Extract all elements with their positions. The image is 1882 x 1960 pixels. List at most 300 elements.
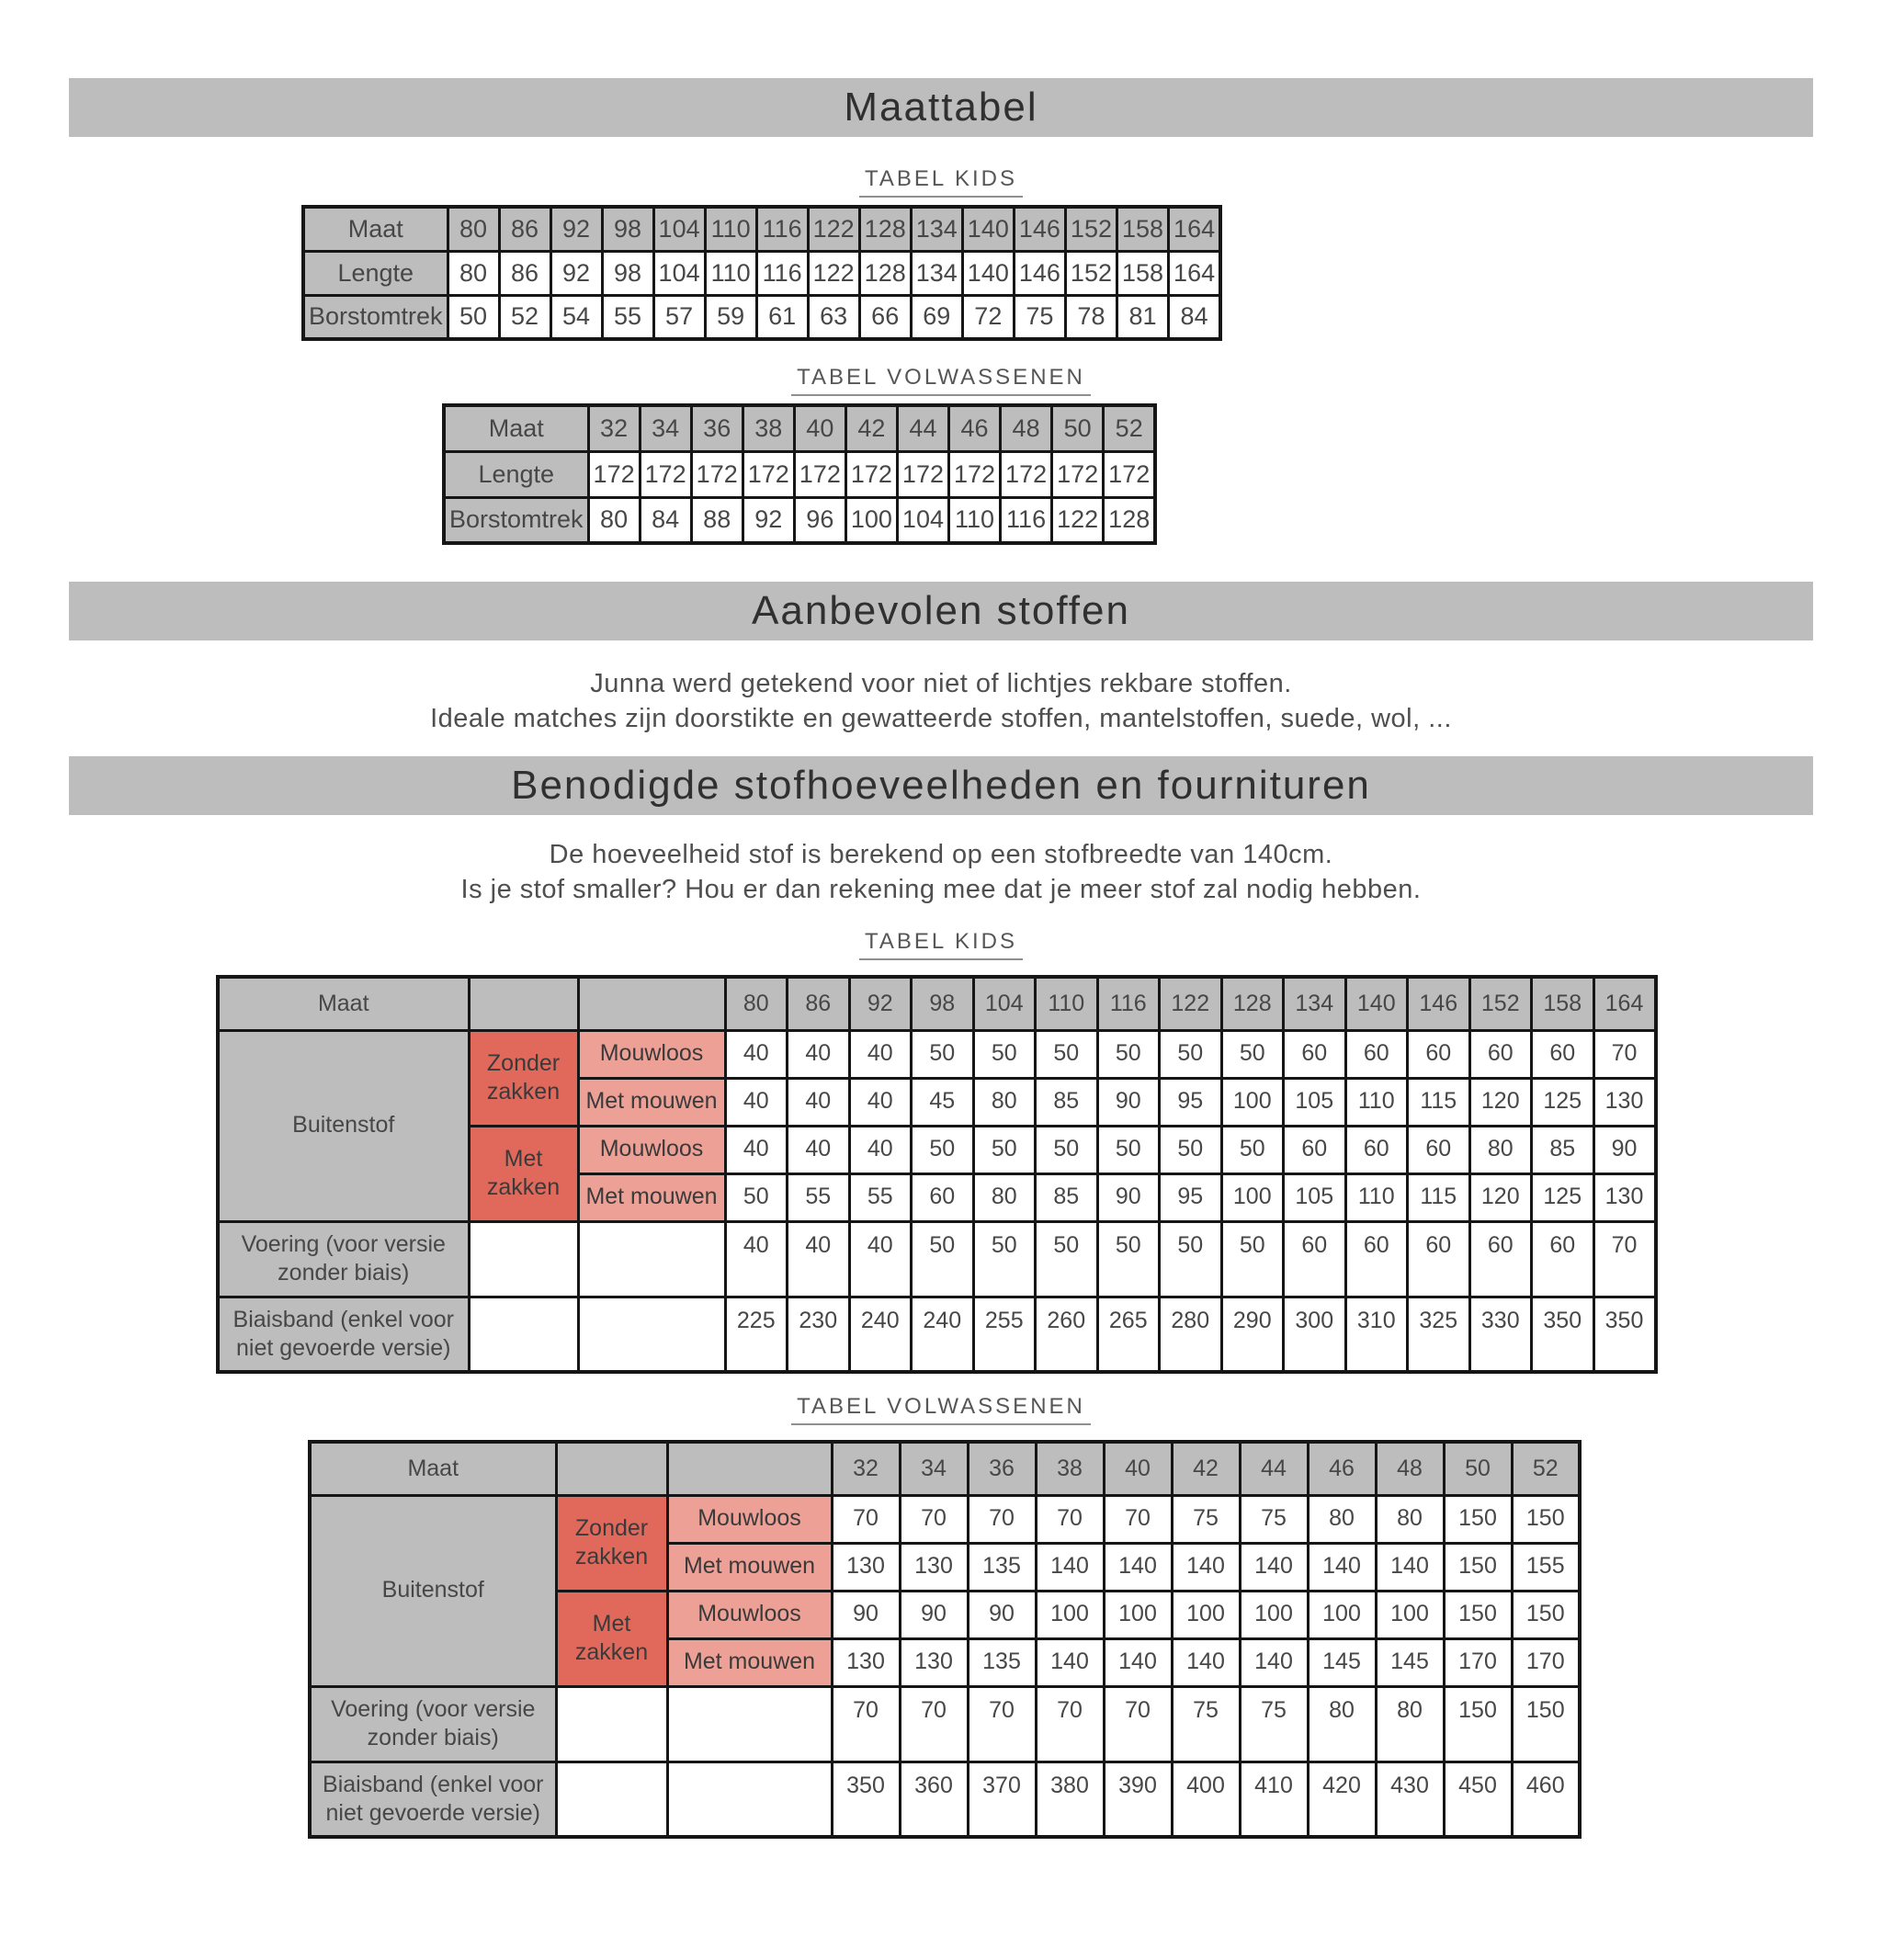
fabric-value-cell: 110	[1345, 1078, 1408, 1126]
fabric-value-cell: 60	[1345, 1126, 1408, 1173]
size-value-cell: 122	[1052, 497, 1104, 543]
fabric-value-cell: 50	[973, 1126, 1036, 1173]
fabric-value-cell: 55	[788, 1173, 850, 1221]
fabric-value-cell: 330	[1469, 1297, 1532, 1372]
section-title-maattabel: Maattabel	[844, 85, 1038, 130]
fabric-value-cell: 60	[1284, 1030, 1346, 1078]
size-header-cell: 122	[808, 207, 859, 251]
size-header-cell: 46	[1308, 1442, 1376, 1495]
size-header-cell: 104	[653, 207, 705, 251]
fabric-value-cell: 400	[1172, 1762, 1240, 1837]
size-value-cell: 164	[1169, 251, 1221, 295]
fabric-value-cell: 105	[1284, 1173, 1346, 1221]
size-header-cell: 122	[1160, 977, 1222, 1030]
section-header-benodigde-stofhoeveelheden	[69, 756, 1813, 815]
size-header-cell: 80	[448, 207, 499, 251]
size-header-cell: 52	[1104, 405, 1156, 451]
size-header-cell: 44	[1240, 1442, 1308, 1495]
row-label: Maat	[303, 207, 448, 251]
size-header-cell: 38	[743, 405, 794, 451]
size-header-cell: 46	[948, 405, 1000, 451]
fabric-value-cell: 150	[1512, 1686, 1580, 1762]
fabric-value-cell: 50	[1097, 1126, 1160, 1173]
fabric-value-cell: 150	[1512, 1591, 1580, 1638]
size-value-cell: 128	[1104, 497, 1156, 543]
fabric-value-cell: 60	[912, 1173, 974, 1221]
fabric-value-cell: 100	[1104, 1591, 1172, 1638]
fabric-value-cell: 255	[973, 1297, 1036, 1372]
adults-size-table	[442, 403, 1157, 545]
fabric-value-cell: 150	[1444, 1495, 1512, 1543]
size-value-cell: 63	[808, 295, 859, 339]
fabric-value-cell: 130	[900, 1638, 968, 1686]
fabric-value-cell: 300	[1284, 1297, 1346, 1372]
table-row	[303, 251, 1220, 295]
fabric-value-cell: 50	[1221, 1221, 1284, 1297]
fabric-value-cell: 90	[1593, 1126, 1656, 1173]
fabric-value-cell: 40	[849, 1078, 912, 1126]
size-value-cell: 52	[499, 295, 550, 339]
size-value-cell: 104	[653, 251, 705, 295]
size-header-cell: 40	[1104, 1442, 1172, 1495]
size-header-cell: 110	[705, 207, 756, 251]
fabric-value-cell: 130	[900, 1543, 968, 1591]
met-mouwen-label: Met mouwen	[667, 1543, 832, 1591]
zonder-zakken-label: Zonder zakken	[469, 1030, 578, 1126]
met-mouwen-label: Met mouwen	[578, 1173, 725, 1221]
fabric-value-cell: 130	[1593, 1173, 1656, 1221]
fabric-value-cell: 70	[1593, 1221, 1656, 1297]
fabric-value-cell: 60	[1408, 1126, 1470, 1173]
fabric-value-cell: 85	[1036, 1173, 1098, 1221]
buitenstof-label: Buitenstof	[218, 1030, 469, 1221]
size-header-cell: 164	[1593, 977, 1656, 1030]
fabric-value-cell: 75	[1172, 1686, 1240, 1762]
table-row	[444, 497, 1155, 543]
size-header-cell: 158	[1532, 977, 1594, 1030]
fabric-value-cell: 40	[725, 1126, 788, 1173]
fabric-value-cell: 40	[725, 1221, 788, 1297]
size-value-cell: 110	[705, 251, 756, 295]
fabric-value-cell: 350	[832, 1762, 900, 1837]
size-value-cell: 80	[448, 251, 499, 295]
section-header-aanbevolen-stoffen	[69, 582, 1813, 640]
size-value-cell: 140	[962, 251, 1014, 295]
fabric-value-cell: 60	[1532, 1221, 1594, 1297]
adults-fabric-table-heading: TABEL VOLWASSENEN	[791, 1394, 1091, 1425]
kids-fabric-heading-wrap	[0, 929, 1882, 960]
size-header-cell: 80	[725, 977, 788, 1030]
section-title-benodigde-stofhoeveelheden: Benodigde stofhoeveelheden en fournituren	[511, 763, 1371, 808]
fabric-value-cell: 140	[1104, 1543, 1172, 1591]
row-label: Lengte	[303, 251, 448, 295]
fabric-value-cell: 50	[1221, 1126, 1284, 1173]
fabric-value-cell: 50	[1036, 1221, 1098, 1297]
fabric-value-cell: 90	[1097, 1173, 1160, 1221]
adults-fabric-heading-wrap	[0, 1394, 1882, 1425]
size-header-cell: 98	[602, 207, 653, 251]
fabric-value-cell: 120	[1469, 1078, 1532, 1126]
kids-fabric-table-heading: TABEL KIDS	[859, 929, 1023, 960]
fabric-value-cell: 240	[849, 1297, 912, 1372]
fabric-value-cell: 140	[1240, 1543, 1308, 1591]
fabric-value-cell: 85	[1036, 1078, 1098, 1126]
empty-header-cell	[667, 1442, 832, 1495]
fabric-value-cell: 70	[1036, 1495, 1104, 1543]
fabric-value-cell: 70	[1104, 1686, 1172, 1762]
fabric-value-cell: 390	[1104, 1762, 1172, 1837]
met-mouwen-label: Met mouwen	[667, 1638, 832, 1686]
fabric-value-cell: 265	[1097, 1297, 1160, 1372]
empty-cell	[667, 1686, 832, 1762]
voering-label: Voering (voor versie zonder biais)	[218, 1221, 469, 1297]
size-value-cell: 172	[588, 451, 640, 497]
size-value-cell: 54	[550, 295, 602, 339]
fabric-value-cell: 380	[1036, 1762, 1104, 1837]
size-value-cell: 110	[948, 497, 1000, 543]
biaisband-label: Biaisband (enkel voor niet gevoerde versie)	[310, 1762, 556, 1837]
size-header-cell: 38	[1036, 1442, 1104, 1495]
row-label: Borstomtrek	[444, 497, 588, 543]
fabric-value-cell: 125	[1532, 1173, 1594, 1221]
met-zakken-label: Met zakken	[469, 1126, 578, 1221]
size-header-cell: 104	[973, 977, 1036, 1030]
size-value-cell: 116	[756, 251, 808, 295]
fabric-value-cell: 145	[1308, 1638, 1376, 1686]
fabric-value-cell: 170	[1512, 1638, 1580, 1686]
fabric-value-cell: 50	[973, 1221, 1036, 1297]
size-value-cell: 172	[794, 451, 845, 497]
table-row	[444, 451, 1155, 497]
empty-cell	[469, 1221, 578, 1297]
empty-cell	[667, 1762, 832, 1837]
fabric-value-cell: 85	[1532, 1126, 1594, 1173]
size-value-cell: 75	[1014, 295, 1065, 339]
size-value-cell: 172	[897, 451, 948, 497]
fabric-value-cell: 95	[1160, 1078, 1222, 1126]
fabric-value-cell: 70	[968, 1686, 1036, 1762]
fabric-value-cell: 225	[725, 1297, 788, 1372]
zonder-zakken-label: Zonder zakken	[556, 1495, 667, 1591]
fabric-value-cell: 40	[849, 1221, 912, 1297]
size-header-cell: 146	[1014, 207, 1065, 251]
size-value-cell: 78	[1065, 295, 1117, 339]
size-value-cell: 172	[743, 451, 794, 497]
fabric-value-cell: 70	[832, 1686, 900, 1762]
fabric-value-cell: 140	[1308, 1543, 1376, 1591]
size-value-cell: 66	[859, 295, 911, 339]
size-header-cell: 152	[1469, 977, 1532, 1030]
size-header-cell: 48	[1001, 405, 1052, 451]
fabric-value-cell: 135	[968, 1543, 1036, 1591]
fabric-value-cell: 140	[1172, 1543, 1240, 1591]
size-header-cell: 110	[1036, 977, 1098, 1030]
size-value-cell: 152	[1065, 251, 1117, 295]
fabric-value-cell: 50	[1160, 1030, 1222, 1078]
size-value-cell: 69	[911, 295, 962, 339]
fabric-value-cell: 90	[832, 1591, 900, 1638]
size-value-cell: 104	[897, 497, 948, 543]
table-row	[310, 1495, 1580, 1543]
size-header-cell: 128	[1221, 977, 1284, 1030]
size-header-cell: 116	[1097, 977, 1160, 1030]
fabric-value-cell: 60	[1469, 1221, 1532, 1297]
size-header-cell: 116	[756, 207, 808, 251]
table-row	[310, 1442, 1580, 1495]
fabric-value-cell: 50	[1036, 1030, 1098, 1078]
fabric-value-cell: 230	[788, 1297, 850, 1372]
fabric-value-cell: 60	[1408, 1221, 1470, 1297]
size-value-cell: 172	[1104, 451, 1156, 497]
fabric-value-cell: 150	[1444, 1591, 1512, 1638]
fabric-value-cell: 60	[1345, 1221, 1408, 1297]
fabric-value-cell: 115	[1408, 1078, 1470, 1126]
size-value-cell: 80	[588, 497, 640, 543]
adults-size-table-heading: TABEL VOLWASSENEN	[791, 365, 1091, 396]
fabric-value-cell: 80	[973, 1078, 1036, 1126]
fabric-value-cell: 125	[1532, 1078, 1594, 1126]
mouwloos-label: Mouwloos	[578, 1030, 725, 1078]
size-value-cell: 134	[911, 251, 962, 295]
size-value-cell: 86	[499, 251, 550, 295]
fabric-value-cell: 155	[1512, 1543, 1580, 1591]
fabric-value-cell: 60	[1469, 1030, 1532, 1078]
size-header-cell: 34	[640, 405, 691, 451]
fabric-value-cell: 80	[1308, 1495, 1376, 1543]
fabric-value-cell: 40	[788, 1221, 850, 1297]
size-value-cell: 50	[448, 295, 499, 339]
table-row	[218, 977, 1656, 1030]
sewing-pattern-document-page	[0, 78, 1882, 1960]
fabric-value-cell: 70	[1036, 1686, 1104, 1762]
fabric-value-cell: 50	[912, 1030, 974, 1078]
fabric-value-cell: 40	[849, 1030, 912, 1078]
fabric-value-cell: 60	[1408, 1030, 1470, 1078]
fabric-value-cell: 140	[1104, 1638, 1172, 1686]
fabric-value-cell: 40	[788, 1078, 850, 1126]
size-value-cell: 172	[1001, 451, 1052, 497]
maat-label: Maat	[218, 977, 469, 1030]
maat-label: Maat	[310, 1442, 556, 1495]
requirements-text-line2: Is je stof smaller? Hou er dan rekening mee dat je meer stof zal nodig hebben.	[460, 875, 1422, 904]
size-value-cell: 158	[1117, 251, 1168, 295]
size-value-cell: 100	[845, 497, 897, 543]
size-header-cell: 44	[897, 405, 948, 451]
voering-label: Voering (voor versie zonder biais)	[310, 1686, 556, 1762]
requirements-text-line1: De hoeveelheid stof is berekend op een stofbreedte van 140cm.	[549, 840, 1333, 869]
fabric-value-cell: 40	[788, 1126, 850, 1173]
size-value-cell: 61	[756, 295, 808, 339]
mouwloos-label: Mouwloos	[578, 1126, 725, 1173]
size-header-cell: 86	[499, 207, 550, 251]
size-header-cell: 158	[1117, 207, 1168, 251]
size-header-cell: 36	[691, 405, 743, 451]
size-header-cell: 32	[832, 1442, 900, 1495]
fabric-value-cell: 460	[1512, 1762, 1580, 1837]
size-value-cell: 172	[691, 451, 743, 497]
size-header-cell: 140	[962, 207, 1014, 251]
fabric-value-cell: 90	[1097, 1078, 1160, 1126]
size-header-cell: 48	[1376, 1442, 1444, 1495]
size-value-cell: 92	[743, 497, 794, 543]
empty-cell	[469, 1297, 578, 1372]
size-value-cell: 72	[962, 295, 1014, 339]
fabric-value-cell: 70	[1104, 1495, 1172, 1543]
fabric-value-cell: 360	[900, 1762, 968, 1837]
fabric-value-cell: 50	[912, 1221, 974, 1297]
fabric-value-cell: 130	[832, 1638, 900, 1686]
fabrics-text-line2: Ideale matches zijn doorstikte en gewatteerde stoffen, mantelstoffen, suede, wol, ...	[430, 704, 1452, 733]
fabric-value-cell: 60	[1284, 1126, 1346, 1173]
row-label: Maat	[444, 405, 588, 451]
size-header-cell: 128	[859, 207, 911, 251]
fabric-value-cell: 120	[1469, 1173, 1532, 1221]
fabric-value-cell: 100	[1172, 1591, 1240, 1638]
empty-cell	[556, 1762, 667, 1837]
adults-size-heading-wrap	[0, 365, 1882, 396]
fabric-value-cell: 100	[1308, 1591, 1376, 1638]
fabric-value-cell: 280	[1160, 1297, 1222, 1372]
fabric-value-cell: 80	[1376, 1686, 1444, 1762]
fabric-value-cell: 75	[1240, 1686, 1308, 1762]
fabric-value-cell: 410	[1240, 1762, 1308, 1837]
size-header-cell: 92	[550, 207, 602, 251]
table-row	[218, 1221, 1656, 1297]
size-value-cell: 59	[705, 295, 756, 339]
fabric-value-cell: 325	[1408, 1297, 1470, 1372]
section-header-maattabel	[69, 78, 1813, 137]
met-mouwen-label: Met mouwen	[578, 1078, 725, 1126]
fabric-value-cell: 40	[725, 1030, 788, 1078]
size-value-cell: 146	[1014, 251, 1065, 295]
fabric-value-cell: 50	[912, 1126, 974, 1173]
mouwloos-label: Mouwloos	[667, 1591, 832, 1638]
fabric-value-cell: 45	[912, 1078, 974, 1126]
row-label: Lengte	[444, 451, 588, 497]
size-header-cell: 92	[849, 977, 912, 1030]
kids-fabric-table	[216, 975, 1658, 1374]
table-row	[444, 405, 1155, 451]
fabric-value-cell: 150	[1444, 1543, 1512, 1591]
table-row	[310, 1686, 1580, 1762]
empty-cell	[578, 1297, 725, 1372]
size-header-cell: 50	[1444, 1442, 1512, 1495]
fabric-value-cell: 260	[1036, 1297, 1098, 1372]
size-value-cell: 81	[1117, 295, 1168, 339]
fabric-value-cell: 60	[1345, 1030, 1408, 1078]
size-value-cell: 84	[1169, 295, 1221, 339]
size-header-cell: 86	[788, 977, 850, 1030]
size-header-cell: 36	[968, 1442, 1036, 1495]
size-value-cell: 57	[653, 295, 705, 339]
fabric-value-cell: 50	[1036, 1126, 1098, 1173]
fabric-value-cell: 115	[1408, 1173, 1470, 1221]
empty-cell	[556, 1686, 667, 1762]
fabric-value-cell: 60	[1532, 1030, 1594, 1078]
fabric-value-cell: 70	[900, 1495, 968, 1543]
empty-header-cell	[556, 1442, 667, 1495]
fabric-value-cell: 50	[973, 1030, 1036, 1078]
fabric-value-cell: 40	[849, 1126, 912, 1173]
fabric-value-cell: 70	[1593, 1030, 1656, 1078]
fabric-value-cell: 150	[1444, 1686, 1512, 1762]
size-value-cell: 55	[602, 295, 653, 339]
size-value-cell: 122	[808, 251, 859, 295]
size-value-cell: 172	[640, 451, 691, 497]
kids-size-heading-wrap	[0, 166, 1882, 198]
fabric-value-cell: 50	[1097, 1030, 1160, 1078]
adults-fabric-table	[308, 1440, 1582, 1839]
fabric-value-cell: 80	[1376, 1495, 1444, 1543]
fabric-value-cell: 145	[1376, 1638, 1444, 1686]
empty-header-cell	[469, 977, 578, 1030]
size-value-cell: 84	[640, 497, 691, 543]
size-header-cell: 42	[1172, 1442, 1240, 1495]
size-header-cell: 164	[1169, 207, 1221, 251]
fabric-value-cell: 140	[1376, 1543, 1444, 1591]
met-zakken-label: Met zakken	[556, 1591, 667, 1686]
empty-cell	[578, 1221, 725, 1297]
fabric-value-cell: 100	[1221, 1078, 1284, 1126]
size-value-cell: 96	[794, 497, 845, 543]
empty-header-cell	[578, 977, 725, 1030]
size-value-cell: 116	[1001, 497, 1052, 543]
size-value-cell: 98	[602, 251, 653, 295]
fabric-value-cell: 80	[1308, 1686, 1376, 1762]
size-header-cell: 146	[1408, 977, 1470, 1030]
fabric-value-cell: 55	[849, 1173, 912, 1221]
fabric-value-cell: 350	[1593, 1297, 1656, 1372]
fabric-value-cell: 70	[832, 1495, 900, 1543]
fabric-value-cell: 75	[1240, 1495, 1308, 1543]
fabric-value-cell: 370	[968, 1762, 1036, 1837]
fabric-value-cell: 240	[912, 1297, 974, 1372]
fabric-value-cell: 150	[1512, 1495, 1580, 1543]
fabric-value-cell: 310	[1345, 1297, 1408, 1372]
fabric-value-cell: 50	[1221, 1030, 1284, 1078]
fabric-value-cell: 130	[1593, 1078, 1656, 1126]
size-header-cell: 52	[1512, 1442, 1580, 1495]
table-row	[310, 1762, 1580, 1837]
table-row	[218, 1297, 1656, 1372]
table-row	[303, 207, 1220, 251]
fabric-value-cell: 420	[1308, 1762, 1376, 1837]
size-header-cell: 134	[1284, 977, 1346, 1030]
fabric-value-cell: 450	[1444, 1762, 1512, 1837]
buitenstof-label: Buitenstof	[310, 1495, 556, 1686]
biaisband-label: Biaisband (enkel voor niet gevoerde versie)	[218, 1297, 469, 1372]
fabric-value-cell: 75	[1172, 1495, 1240, 1543]
size-header-cell: 34	[900, 1442, 968, 1495]
size-value-cell: 88	[691, 497, 743, 543]
fabric-value-cell: 105	[1284, 1078, 1346, 1126]
table-row	[218, 1030, 1656, 1078]
row-label: Borstomtrek	[303, 295, 448, 339]
size-header-cell: 152	[1065, 207, 1117, 251]
fabric-value-cell: 170	[1444, 1638, 1512, 1686]
fabric-value-cell: 290	[1221, 1297, 1284, 1372]
fabric-value-cell: 50	[1160, 1126, 1222, 1173]
fabric-value-cell: 100	[1036, 1591, 1104, 1638]
fabric-value-cell: 350	[1532, 1297, 1594, 1372]
fabric-value-cell: 140	[1172, 1638, 1240, 1686]
size-value-cell: 172	[1052, 451, 1104, 497]
fabric-value-cell: 50	[1097, 1221, 1160, 1297]
fabric-value-cell: 80	[1469, 1126, 1532, 1173]
fabric-value-cell: 100	[1376, 1591, 1444, 1638]
fabric-value-cell: 100	[1221, 1173, 1284, 1221]
mouwloos-label: Mouwloos	[667, 1495, 832, 1543]
